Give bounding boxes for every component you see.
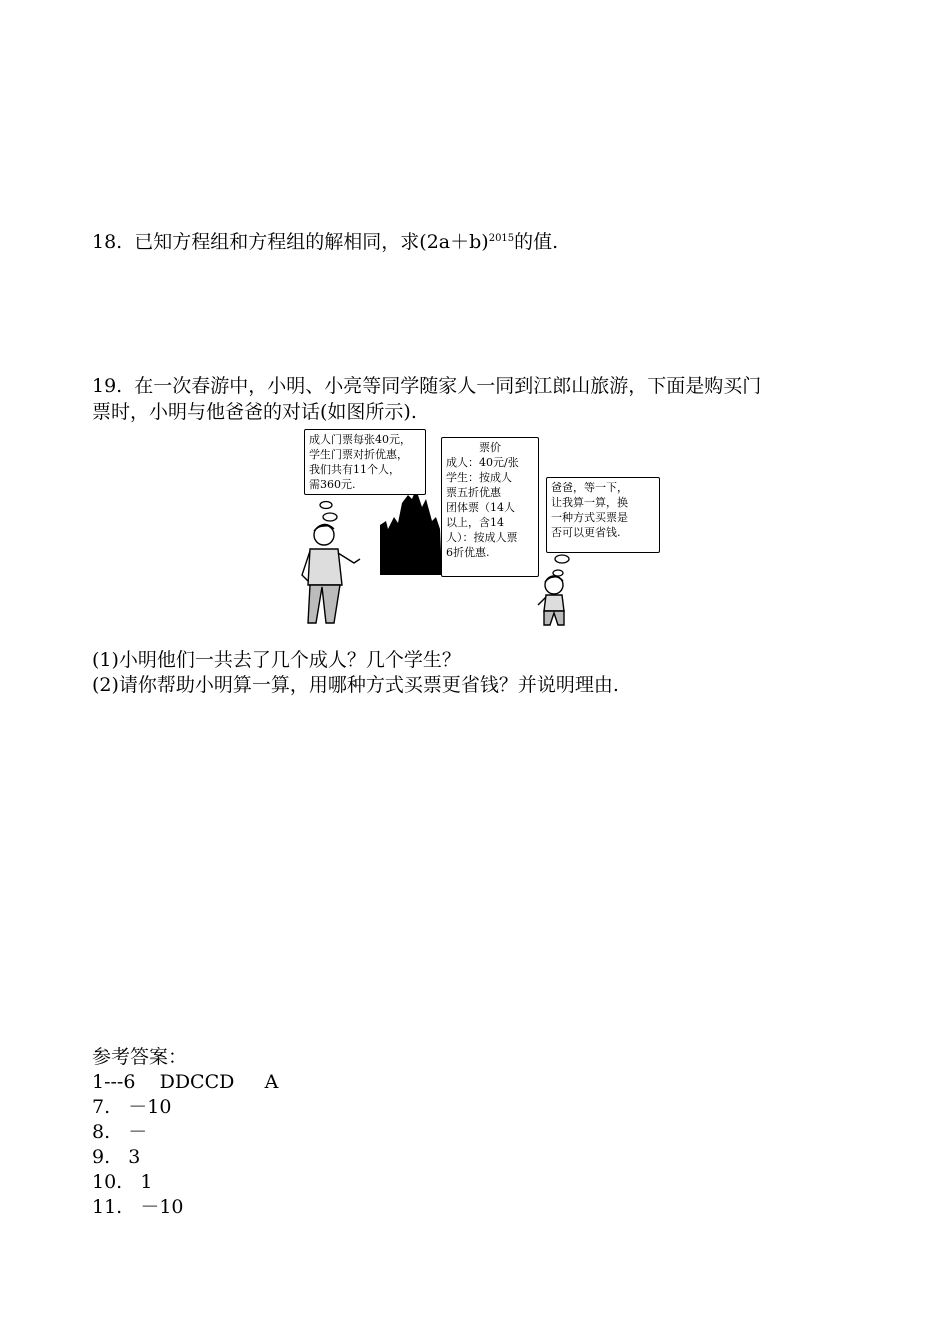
question-19-line-1: 19. 在一次春游中，小明、小亮等同学随家人一同到江郎山旅游，下面是购买门: [92, 375, 762, 397]
mountain-silhouette: [380, 489, 442, 575]
child-figure: [538, 576, 564, 625]
sub-question-1: (1)小明他们一共去了几个成人？几个学生？: [92, 649, 461, 671]
price-board-title: 票价: [479, 441, 501, 454]
father-figure: [302, 524, 360, 623]
answer-item: 10. 1: [92, 1171, 153, 1193]
child-thought-dot-2: [553, 570, 563, 576]
sub-question-2: (2)请你帮助小明算一算，用哪种方式买票更省钱？并说明理由.: [92, 674, 619, 696]
father-thought-dot-1: [323, 513, 337, 521]
ticket-price-board: [441, 437, 539, 577]
answers-heading: 参考答案：: [92, 1046, 188, 1068]
ticket-dialogue-figure: [296, 425, 666, 630]
answer-item: 1---6 DDCCD A: [92, 1071, 279, 1093]
answer-item: 8. －: [92, 1121, 148, 1143]
price-board-body: 成人：40元/张 学生：按成人 票五折优惠 团体票（14人 以上，含14 人）：按成人票 6折优惠.: [446, 456, 519, 559]
question-18: [92, 227, 558, 254]
answer-item: 7. －10: [92, 1096, 172, 1118]
child-thought-dot-1: [555, 555, 569, 563]
father-speech-bubble: 成人门票每张40元， 学生门票对折优惠， 我们共有11个人， 需360元.: [304, 429, 426, 495]
answer-item: 11. －10: [92, 1196, 184, 1218]
exponent: 2015: [488, 233, 515, 244]
answer-item: 9. 3: [92, 1146, 141, 1168]
father-thought-dot-2: [320, 502, 332, 509]
question-18-text: 18. 已知方程组和方程组的解相同，求(2a＋b): [92, 231, 489, 253]
question-18-suffix: 的值.: [514, 231, 559, 253]
child-speech-bubble: 爸爸，等一下， 让我算一算，换 一种方式买票是 否可以更省钱.: [546, 477, 660, 553]
question-19-line-2: 票时，小明与他爸爸的对话(如图所示).: [92, 401, 417, 423]
